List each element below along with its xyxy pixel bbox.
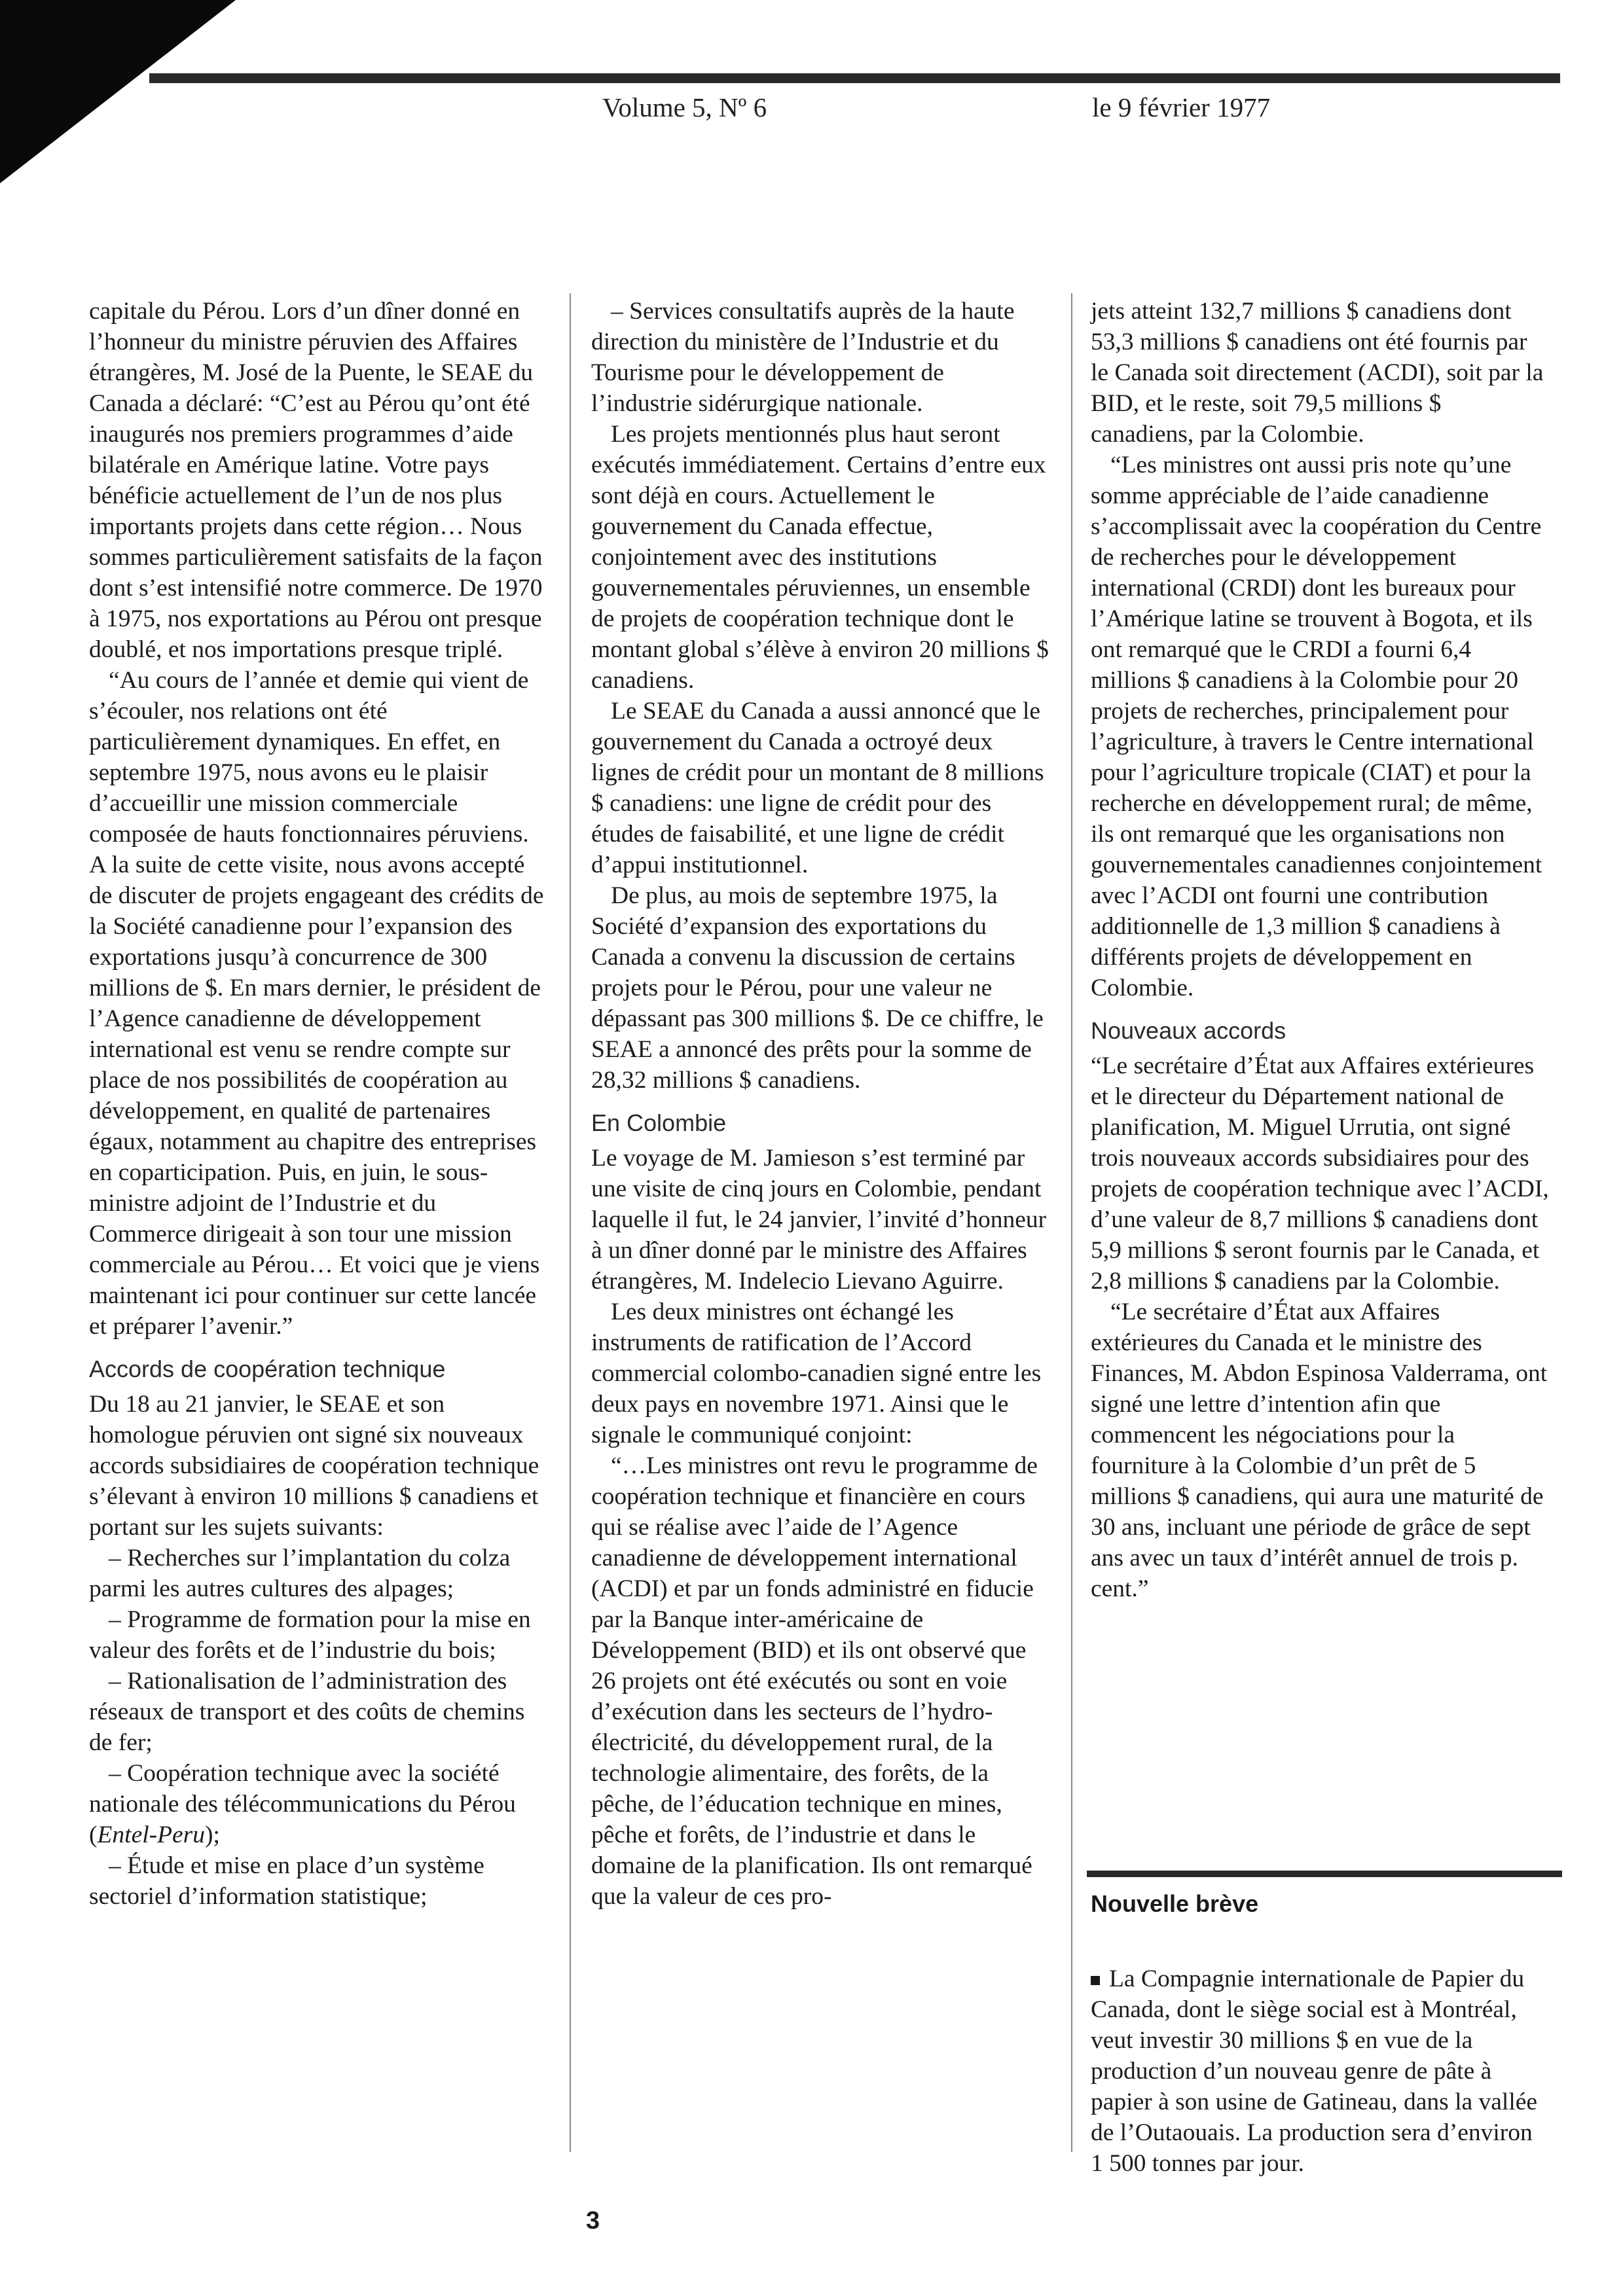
paragraph: “Au cours de l’année et demie qui vient de s’écouler, nos relations ont été particulièrement dynamiques. En effet, en septembre 1975, nous avons eu le plaisir d’accueillir une mission commerciale composée de hauts fonctionnaires péruviens. A la suite de cette visite, nous avons accepté de discuter de projets engageant des crédits de la Société canadienne pour l’expansion des exportations jusqu’à concurrence de 300 millions de $. En mars dernier, le président de l’Agence canadienne de développement international est venu se rendre compte sur place de nos possibilités de coopération au développement, en qualité de partenaires égaux, notamment au chapitre des entreprises en coparticipation. Puis, en juin, le sous-ministre adjoint de l’Industrie et du Commerce dirigeait à son tour une mission commerciale au Pérou… Et voici que je viens maintenant ici pour continuer sur cette lancée et préparer l’avenir.” <box>89 667 544 1340</box>
paragraph: “Les ministres ont aussi pris note qu’une somme appréciable de l’aide canadienne s’accomplissait avec la coopération du Centre de recherches pour le développement international (CRDI) dont les bureaux pour l’Amérique latine se trouvent à Bogota, et ils ont remarqué que le CRDI a fourni 6,4 millions $ canadiens à la Colombie pour 20 projets de recherches, principalement pour l’agriculture, à travers le Centre international pour l’agriculture tropicale (CIAT) et pour la recherche en développement rural; de même, ils ont remarqué que les organisations non gouvernementales canadiennes conjointement avec l’ACDI ont fourni une contribution additionnelle de 1,3 million $ canadiens à différents projets de développement en Colombie. <box>1091 452 1542 1001</box>
paragraph: De plus, au mois de septembre 1975, la Société d’expansion des exportations du Canada a convenu la discussion de certains projets pour le Pérou, pour une valeur ne dépassant pas 300 millions $. De ce chiffre, le SEAE a annoncé des prêts pour la somme de 28,32 millions $ canadiens. <box>591 882 1044 1094</box>
column-divider <box>1071 293 1072 2152</box>
section-heading: Accords de coopération technique <box>89 1355 446 1382</box>
list-item-text: – Coopération technique avec la société nationale des télécommunications du Pérou ( <box>89 1760 516 1848</box>
list-item-text: ); <box>205 1821 220 1848</box>
sidebar-rule <box>1087 1871 1562 1877</box>
list-item: – Étude et mise en place d’un système sectoriel d’information statistique; <box>89 1852 484 1910</box>
paragraph <box>1091 1964 1549 2179</box>
paragraph: Les deux ministres ont échangé les instruments de ratification de l’Accord commercial colombo-canadien signé entre les deux pays en novembre 1971. Ainsi que le signale le communiqué conjoint: <box>591 1299 1042 1448</box>
volume-label: Volume 5, Nº 6 <box>602 92 767 122</box>
paragraph: Le SEAE du Canada a aussi annoncé que le gouvernement du Canada a octroyé deux lignes de crédit pour un montant de 8 millions $ canadiens: une ligne de crédit pour des études de faisabilité, et une ligne de crédit d’appui institutionnel. <box>591 698 1044 878</box>
list-item: – Programme de formation pour la mise en valeur des forêts et de l’industrie du bois; <box>89 1606 531 1664</box>
section-heading: Nouveaux accords <box>1091 1017 1286 1044</box>
bullet-icon <box>1091 1976 1100 1985</box>
list-item: – Services consultatifs auprès de la haute direction du ministère de l’Industrie et du Tourisme pour le développement de l’industrie sidérurgique nationale. <box>591 298 1015 417</box>
scan-corner-mark <box>0 0 236 183</box>
paragraph: “Le secrétaire d’État aux Affaires extérieures du Canada et le ministre des Finances, M. Abdon Espinosa Valderrama, ont signé une lettre d’intention afin que commencent les négociations pour la fourniture à la Colombie d’un prêt de 5 millions $ canadiens, qui aura une maturité de 30 ans, incluant une période de grâce de sept ans avec un taux d’intérêt annuel de trois p. cent.” <box>1091 1299 1548 1602</box>
list-item <box>89 1758 547 1850</box>
column-divider <box>570 293 571 2152</box>
sidebar-title: Nouvelle brève <box>1091 1890 1259 1917</box>
paragraph: jets atteint 132,7 millions $ canadiens dont 53,3 millions $ canadiens ont été fournis par le Canada soit directement (ACDI), soit par la BID, et le reste, soit 79,5 millions $ canadiens, par la Colombie. <box>1091 298 1544 448</box>
paragraph: Du 18 au 21 janvier, le SEAE et son homologue péruvien ont signé six nouveaux accords subsidiaires de coopération technique s’élevant à environ 10 millions $ canadiens et portant sur les sujets suivants: <box>89 1391 539 1541</box>
paragraph: Le voyage de M. Jamieson s’est terminé par une visite de cinq jours en Colombie, pendant laquelle il fut, le 24 janvier, l’invité d’honneur à un dîner donné par le ministre des Affaires étrangères, M. Indelecio Lievano Aguirre. <box>591 1145 1047 1295</box>
list-item: – Recherches sur l’implantation du colza parmi les autres cultures des alpages; <box>89 1545 511 1602</box>
section-heading: En Colombie <box>591 1109 727 1136</box>
sidebar-text: La Compagnie internationale de Papier du Canada, dont le siège social est à Montréal, veut investir 30 millions $ en vue de la production d’un nouveau genre de pâte à papier à son usine de Gatineau, dans la vallée de l’Outaouais. La production sera d’environ 1 500 tonnes par jour. <box>1091 1965 1538 2177</box>
paragraph: “Le secrétaire d’État aux Affaires extérieures et le directeur du Département national de planification, M. Miguel Urrutia, ont signé trois nouveaux accords subsidiaires pour des projets de coopération technique avec l’ACDI, d’une valeur de 8,7 millions $ canadiens dont 5,9 millions $ seront fournis par le Canada, et 2,8 millions $ canadiens par la Colombie. <box>1091 1052 1549 1295</box>
sidebar-body <box>1091 1964 1549 2179</box>
paragraph: capitale du Pérou. Lors d’un dîner donné en l’honneur du ministre péruvien des Affaires étrangères, M. José de la Puente, le SEAE du Canada a déclaré: “C’est au Pérou qu’ont été inaugurés nos premiers programmes d’aide bilatérale en Amérique latine. Votre pays bénéficie actuellement de l’un de nos plus importants projets dans cette région… Nous sommes particulièrement satisfaits de la façon dont s’est intensifié notre commerce. De 1970 à 1975, nos exportations au Pérou ont presque doublé, et nos importations presque triplé. <box>89 298 543 663</box>
issue-date: le 9 février 1977 <box>1092 92 1271 122</box>
column-1 <box>89 296 547 1912</box>
header-rule <box>149 73 1560 83</box>
list-item: – Rationalisation de l’administration des réseaux de transport et des coûts de chemins de fer; <box>89 1668 525 1756</box>
paragraph: “…Les ministres ont revu le programme de coopération technique et financière en cours qui se réalise avec l’aide de l’Agence canadienne de développement international (ACDI) et par un fonds administré en fiducie par la Banque inter-américaine de Développement (BID) et ils ont observé que 26 projets ont été exécutés ou sont en voie d’exécution dans les secteurs de l’hydro-électricité, du développement rural, de la technologie alimentaire, des forêts, de la pêche, de l’éducation technique en mines, pêche et forêts, de l’industrie et dans le domaine de la planification. Ils ont remarqué que la valeur de ces pro- <box>591 1452 1038 1910</box>
column-2 <box>591 296 1049 1912</box>
paragraph: Les projets mentionnés plus haut seront exécutés immédiatement. Certains d’entre eux sont déjà en cours. Actuellement le gouvernement du Canada effectue, conjointement avec des institutions gouvernementales péruviennes, un ensemble de projets de coopération technique dont le montant global s’élève à environ 20 millions $ canadiens. <box>591 421 1049 694</box>
column-3 <box>1091 296 1549 1604</box>
page-number: 3 <box>586 2207 600 2234</box>
company-name: Entel-Peru <box>97 1821 206 1848</box>
